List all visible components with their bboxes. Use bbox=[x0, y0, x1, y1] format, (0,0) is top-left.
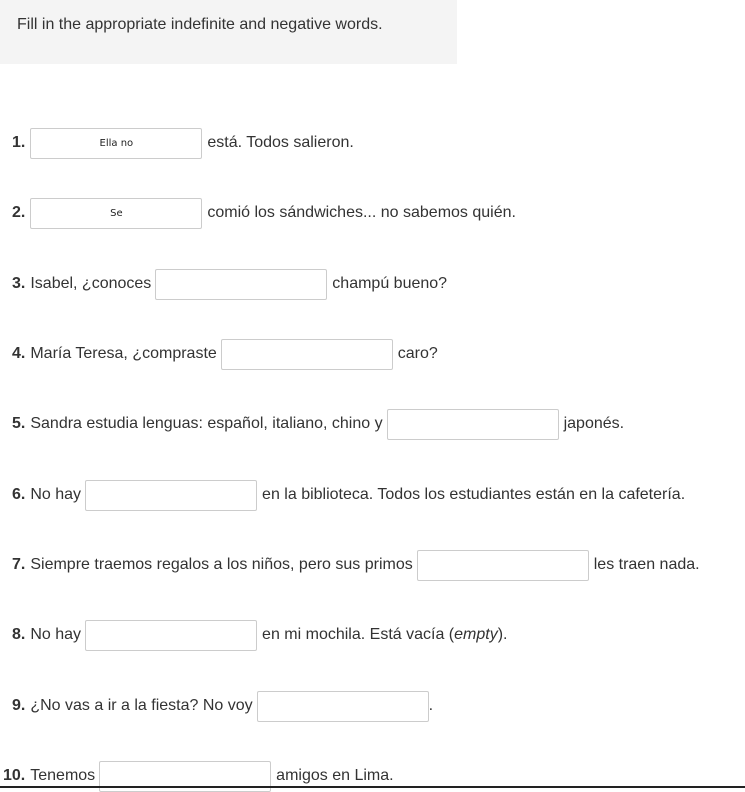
question-number: 4. bbox=[12, 345, 26, 362]
answer-input-4[interactable] bbox=[221, 339, 393, 370]
question-text-after: caro? bbox=[397, 345, 438, 362]
emphasis-word: empty bbox=[454, 626, 498, 643]
question-number: 7. bbox=[12, 556, 26, 573]
question-text-before: ¿No vas a ir a la fiesta? No voy bbox=[30, 697, 253, 714]
question-text-after: . bbox=[428, 697, 434, 714]
question-text-before: Isabel, ¿conoces bbox=[30, 275, 152, 292]
question-number: 1. bbox=[12, 134, 26, 151]
question-number: 10. bbox=[3, 767, 26, 784]
instructions-box bbox=[0, 0, 457, 64]
question-2 bbox=[12, 198, 516, 228]
answer-input-9[interactable] bbox=[257, 691, 429, 722]
question-text-after: amigos en Lima. bbox=[276, 767, 394, 784]
question-1 bbox=[12, 128, 354, 158]
question-6 bbox=[12, 480, 685, 510]
question-number: 8. bbox=[12, 626, 26, 643]
question-text-before: Siempre traemos regalos a los niños, pero sus primos bbox=[30, 556, 413, 573]
question-7 bbox=[12, 550, 700, 580]
question-number: 9. bbox=[12, 697, 26, 714]
answer-input-8[interactable] bbox=[85, 620, 257, 651]
question-text-after bbox=[262, 626, 507, 644]
question-number: 5. bbox=[12, 415, 26, 432]
question-text-before: Sandra estudia lenguas: español, italiano, chino y bbox=[30, 415, 383, 432]
question-text-after: está. Todos salieron. bbox=[207, 134, 354, 151]
answer-input-3[interactable] bbox=[155, 269, 327, 300]
instructions-text: Fill in the appropriate indefinite and negative words. bbox=[17, 16, 383, 33]
question-number: 3. bbox=[12, 275, 26, 292]
question-text-before: No hay bbox=[30, 626, 82, 643]
question-text-after: champú bueno? bbox=[332, 275, 448, 292]
answer-input-2[interactable]: Se bbox=[30, 198, 202, 229]
question-9 bbox=[12, 691, 433, 721]
question-text-after-start: en mi mochila. Está vacía ( bbox=[262, 626, 455, 643]
question-3 bbox=[12, 269, 447, 299]
answer-input-7[interactable] bbox=[417, 550, 589, 581]
question-number: 6. bbox=[12, 486, 26, 503]
question-number: 2. bbox=[12, 204, 26, 221]
question-8 bbox=[12, 620, 507, 650]
question-text-after: comió los sándwiches... no sabemos quién. bbox=[207, 204, 516, 221]
question-text-after: les traen nada. bbox=[593, 556, 700, 573]
question-text-after-end: ). bbox=[497, 626, 508, 643]
answer-input-5[interactable] bbox=[387, 409, 559, 440]
question-text-before: María Teresa, ¿compraste bbox=[30, 345, 217, 362]
question-4 bbox=[12, 339, 438, 369]
question-text-after: japonés. bbox=[563, 415, 625, 432]
question-text-before: Tenemos bbox=[30, 767, 96, 784]
question-5 bbox=[12, 409, 624, 439]
question-text-after: en la biblioteca. Todos los estudiantes están en la cafetería. bbox=[262, 486, 686, 503]
answer-input-1[interactable]: Ella no bbox=[30, 128, 202, 159]
answer-input-6[interactable] bbox=[85, 480, 257, 511]
question-text-before: No hay bbox=[30, 486, 82, 503]
